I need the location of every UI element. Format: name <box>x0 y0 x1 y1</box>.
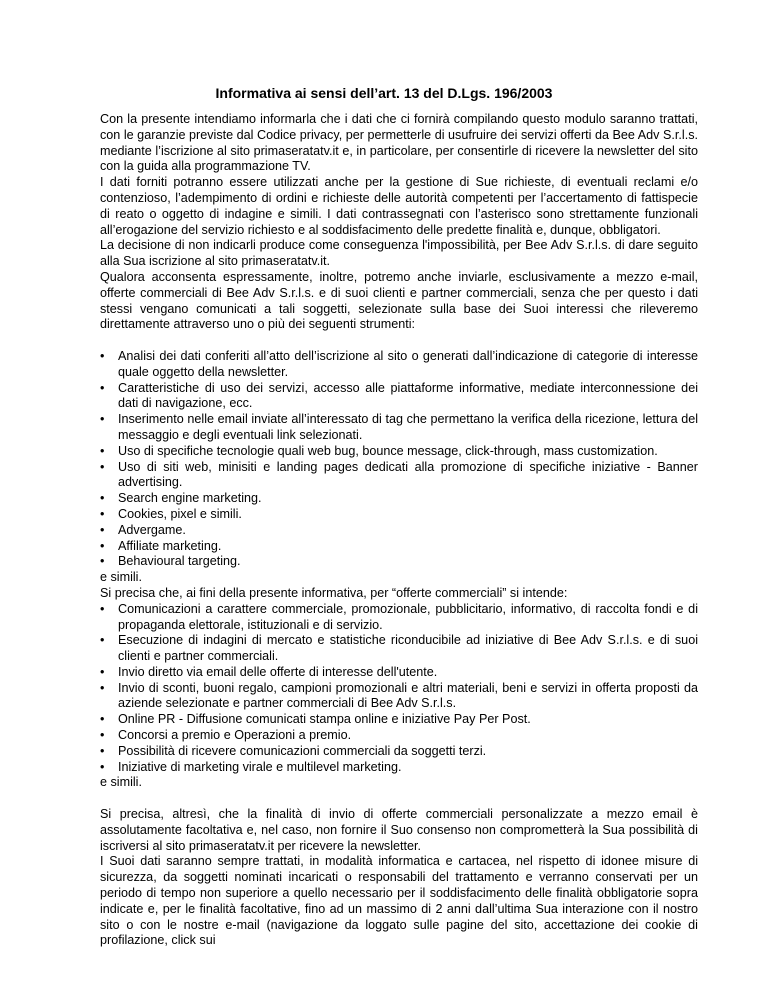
tools-list-tail: e simili. <box>100 570 142 585</box>
intro-paragraph-3: La decisione di non indicarli produce come conseguenza l'impossibilità, per Bee Adv S.r.l.s. di dare seguito alla Sua iscrizione al sito primaseratatv.it. <box>100 238 698 269</box>
bullet-icon: • <box>100 538 105 553</box>
list-item-text: Analisi dei dati conferiti all’atto dell’iscrizione al sito o generati dall’indicazione di categorie di interesse quale oggetto della newsletter. <box>118 348 698 379</box>
spacer <box>100 333 698 349</box>
list-item-text: Uso di siti web, minisiti e landing pages dedicati alla promozione di specifiche iniziative - Banner advertising. <box>118 459 698 490</box>
list-item <box>100 460 698 492</box>
intro-paragraph-2: I dati forniti potranno essere utilizzati anche per la gestione di Sue richieste, di eventuali reclami e/o contenzioso, l’adempimento di ordini e richieste delle autorità competenti per l’accertamento di fattispecie di reato o oggetto di indagine e simili. I dati contrassegnati con l’asterisco sono strettamente funzionali all’erogazione del servizio richiesto e al soddisfacimento delle predette finalità e, dunque, obbligatori. <box>100 175 698 237</box>
list-item <box>100 712 698 728</box>
list-item-text: Cookies, pixel e simili. <box>118 506 242 521</box>
list-item <box>100 349 698 381</box>
list-item <box>100 444 698 460</box>
list-item <box>100 728 698 744</box>
list-item <box>100 507 698 523</box>
bullet-icon: • <box>100 728 105 743</box>
list-item-text: Esecuzione di indagini di mercato e statistiche riconducibile ad iniziative di Bee Adv S.r.l.s. e di suoi clienti e partner commerciali. <box>118 633 698 664</box>
list-item <box>100 681 698 713</box>
tools-list <box>100 349 698 570</box>
bullet-icon: • <box>100 348 105 363</box>
list-item-text: Affiliate marketing. <box>118 538 222 553</box>
list-item-text: Search engine marketing. <box>118 491 262 506</box>
closing-paragraph-1: Si precisa, altresì, che la finalità di invio di offerte commerciali personalizzate a mezzo email è assolutamente facoltativa e, nel caso, non fornire il Suo consenso non comprometterà la Sua possibilità di iscriversi al sito primaseratatv.it per ricevere la newsletter. <box>100 807 698 853</box>
bullet-icon: • <box>100 522 105 537</box>
list-item-text: Online PR - Diffusione comunicati stampa online e iniziative Pay Per Post. <box>118 712 531 727</box>
offers-list <box>100 602 698 776</box>
closing-paragraph-2: I Suoi dati saranno sempre trattati, in modalità informatica e cartacea, nel rispetto di idonee misure di sicurezza, da soggetti nominati incaricati o responsabili del trattamento e verranno conservati per un periodo di tempo non superiore a quello necessario per il soddisfacimento delle finalità obbligatorie sopra indicate e, per le finalità facoltative, fino ad un massimo di 2 anni dall’ultima Sua interazione con il nostro sito o con le nostre e-mail (navigazione da loggato sulle pagine del sito, accettazione dei cookie di profilazione, click sui <box>100 854 698 948</box>
bullet-icon: • <box>100 664 105 679</box>
bullet-icon: • <box>100 712 105 727</box>
intro-paragraph-4: Qualora acconsenta espressamente, inoltre, potremo anche inviarle, esclusivamente a mezzo e-mail, offerte commerciali di Bee Adv S.r.l.s. e di suoi clienti e partner commerciali, senza che per questo i dati stessi vengano comunicati a tali soggetti, selezionate sulla base dei Suoi interessi che rileveremo direttamente attraverso uno o più dei seguenti strumenti: <box>100 269 698 332</box>
bullet-icon: • <box>100 554 105 569</box>
offers-intro: Si precisa che, ai fini della presente informativa, per “offerte commerciali” si intende: <box>100 585 568 600</box>
list-item <box>100 381 698 413</box>
intro-paragraph-1: Con la presente intendiamo informarla che i dati che ci fornirà compilando questo modulo saranno trattati, con le garanzie previste dal Codice privacy, per permetterle di usufruire dei servizi offerti da Bee Adv S.r.l.s. mediante l’iscrizione al sito primaseratatv.it e, in particolare, per consentirle di ricevere la newsletter del sito con la guida alla programmazione TV. <box>100 112 698 174</box>
list-item <box>100 523 698 539</box>
list-item <box>100 539 698 555</box>
list-item <box>100 491 698 507</box>
bullet-icon: • <box>100 459 105 474</box>
document-body <box>100 112 698 949</box>
bullet-icon: • <box>100 506 105 521</box>
list-item <box>100 633 698 665</box>
bullet-icon: • <box>100 633 105 648</box>
document-title: Informativa ai sensi dell’art. 13 del D.Lgs. 196/2003 <box>215 85 553 101</box>
bullet-icon: • <box>100 443 105 458</box>
list-item-text: Inserimento nelle email inviate all’interessato di tag che permettano la verifica della ricezione, lettura del messaggio e degli eventuali link selezionati. <box>118 412 698 442</box>
bullet-icon: • <box>100 759 105 774</box>
list-item-text: Uso di specifiche tecnologie quali web bug, bounce message, click-through, mass customization. <box>118 443 658 458</box>
list-item-text: Comunicazioni a carattere commerciale, promozionale, pubblicitario, informativo, di raccolta fondi e di propaganda elettorale, istituzionali e di servizio. <box>118 601 698 632</box>
bullet-icon: • <box>100 380 105 395</box>
bullet-icon: • <box>100 743 105 758</box>
bullet-icon: • <box>100 491 105 506</box>
list-item <box>100 665 698 681</box>
bullet-icon: • <box>100 601 105 616</box>
list-item <box>100 554 698 570</box>
list-item-text: Iniziative di marketing virale e multilevel marketing. <box>118 759 402 774</box>
list-item-text: Behavioural targeting. <box>118 554 241 569</box>
bullet-icon: • <box>100 680 105 695</box>
list-item-text: Advergame. <box>118 522 186 537</box>
list-item-text: Possibilità di ricevere comunicazioni commerciali da soggetti terzi. <box>118 743 487 758</box>
list-item-text: Invio di sconti, buoni regalo, campioni promozionali e altri materiali, beni e servizi in offerta proposti da aziende selezionate e partner commerciali di Bee Adv S.r.l.s. <box>118 680 698 711</box>
list-item <box>100 412 698 444</box>
list-item <box>100 760 698 776</box>
list-item <box>100 602 698 634</box>
list-item <box>100 744 698 760</box>
list-item-text: Caratteristiche di uso dei servizi, accesso alle piattaforme informative, mediate interconnessione dei dati di navigazione, ecc. <box>118 380 698 411</box>
list-item-text: Invio diretto via email delle offerte di interesse dell'utente. <box>118 664 438 679</box>
offers-list-tail: e simili. <box>100 775 142 790</box>
list-item-text: Concorsi a premio e Operazioni a premio. <box>118 728 352 743</box>
bullet-icon: • <box>100 412 105 427</box>
